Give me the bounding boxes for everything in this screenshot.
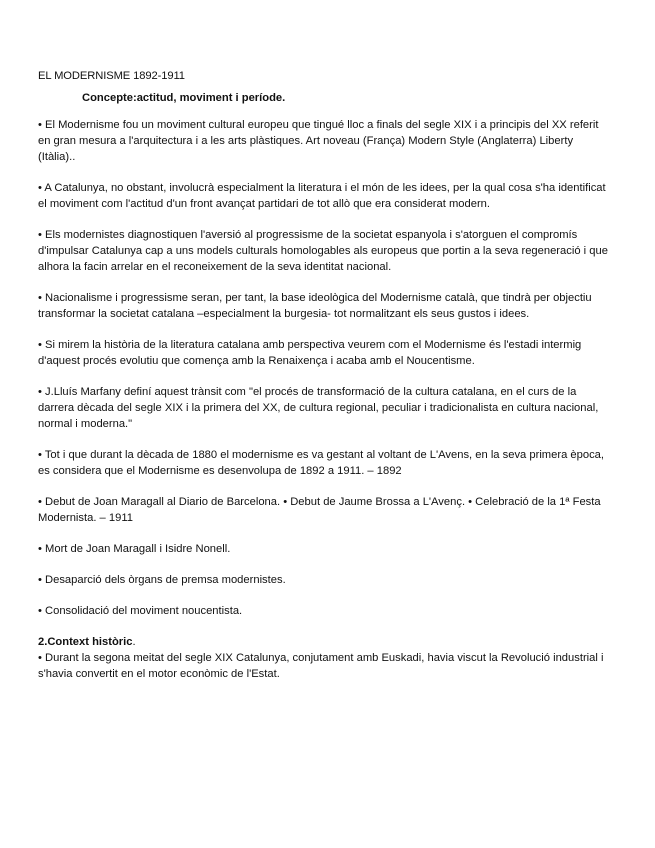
paragraph-desaparicio-premsa: • Desaparció dels òrgans de premsa modernistes. — [38, 574, 286, 586]
paragraph-historia-literatura: • Si mirem la història de la literatura catalana amb perspectiva veurem com el Modernisme és l'estadi intermig d'aquest procés evolutiu que comença amb la Renaixença i acaba amb el Noucentisme. — [38, 339, 582, 367]
section-2-heading-label: 2.Context històric — [38, 636, 133, 648]
document-title: EL MODERNISME 1892-1911 — [38, 70, 185, 82]
paragraph-diagnostic: • Els modernistes diagnostiquen l'aversió al progressisme de la societat espanyola i s'atorguen el compromís d'impulsar Catalunya cap a uns models culturals homologables als europeus que portin a la seva regeneració i que alhora la facin arrelar en el reconeixement de la seva identitat nacional. — [38, 229, 608, 273]
paragraph-modernisme-europeu: • El Modernisme fou un moviment cultural europeu que tingué lloc a finals del segle XIX i a principis del XX referit en gran mesura a l'arquitectura i a les arts plàstiques. Art noveau (França) Modern Style (Anglaterra) Liberty (Itàlia).. — [38, 119, 599, 163]
paragraph-mort-maragall: • Mort de Joan Maragall i Isidre Nonell. — [38, 543, 231, 555]
section-2-heading — [38, 634, 610, 650]
paragraph-context-historic: • Durant la segona meitat del segle XIX Catalunya, conjutament amb Euskadi, havia viscut la Revolució industrial i s'havia convertit en el motor econòmic de l'Estat. — [38, 652, 604, 680]
paragraph-nacionalisme: • Nacionalisme i progressisme seran, per tant, la base ideològica del Modernisme català, que tindrà per objectiu transformar la societat catalana –especialment la burgesia- tot normalitzant els seus gustos i idees. — [38, 292, 592, 320]
section-2-heading-tail: . — [132, 636, 136, 648]
section-1-subtitle: Concepte:actitud, moviment i període. — [82, 92, 286, 104]
paragraph-marfany: • J.Lluís Marfany definí aquest trànsit com "el procés de transformació de la cultura catalana, en el curs de la darrera dècada del segle XIX i la primera del XX, de cultura regional, peculiar i tradicionalista en cultura nacional, normal i moderna." — [38, 386, 599, 430]
document-page — [38, 68, 610, 682]
paragraph-cronologia-1892: • Tot i que durant la dècada de 1880 el modernisme es va gestant al voltant de L'Avens, en la seva primera època, es considera que el Modernisme es desenvolupa de 1892 a 1911. – 1892 — [38, 449, 604, 477]
paragraph-consolidacio: • Consolidació del moviment noucentista. — [38, 605, 243, 617]
paragraph-catalunya: • A Catalunya, no obstant, involucrà especialment la literatura i el món de les idees, per la qual cosa s'ha identificat el moviment com l'actitud d'un front avançat partidari de tot allò que era considerat modern. — [38, 182, 606, 210]
paragraph-debut-maragall: • Debut de Joan Maragall al Diario de Barcelona. • Debut de Jaume Brossa a L'Avenç. • Celebració de la 1ª Festa Modernista. – 1911 — [38, 496, 601, 524]
